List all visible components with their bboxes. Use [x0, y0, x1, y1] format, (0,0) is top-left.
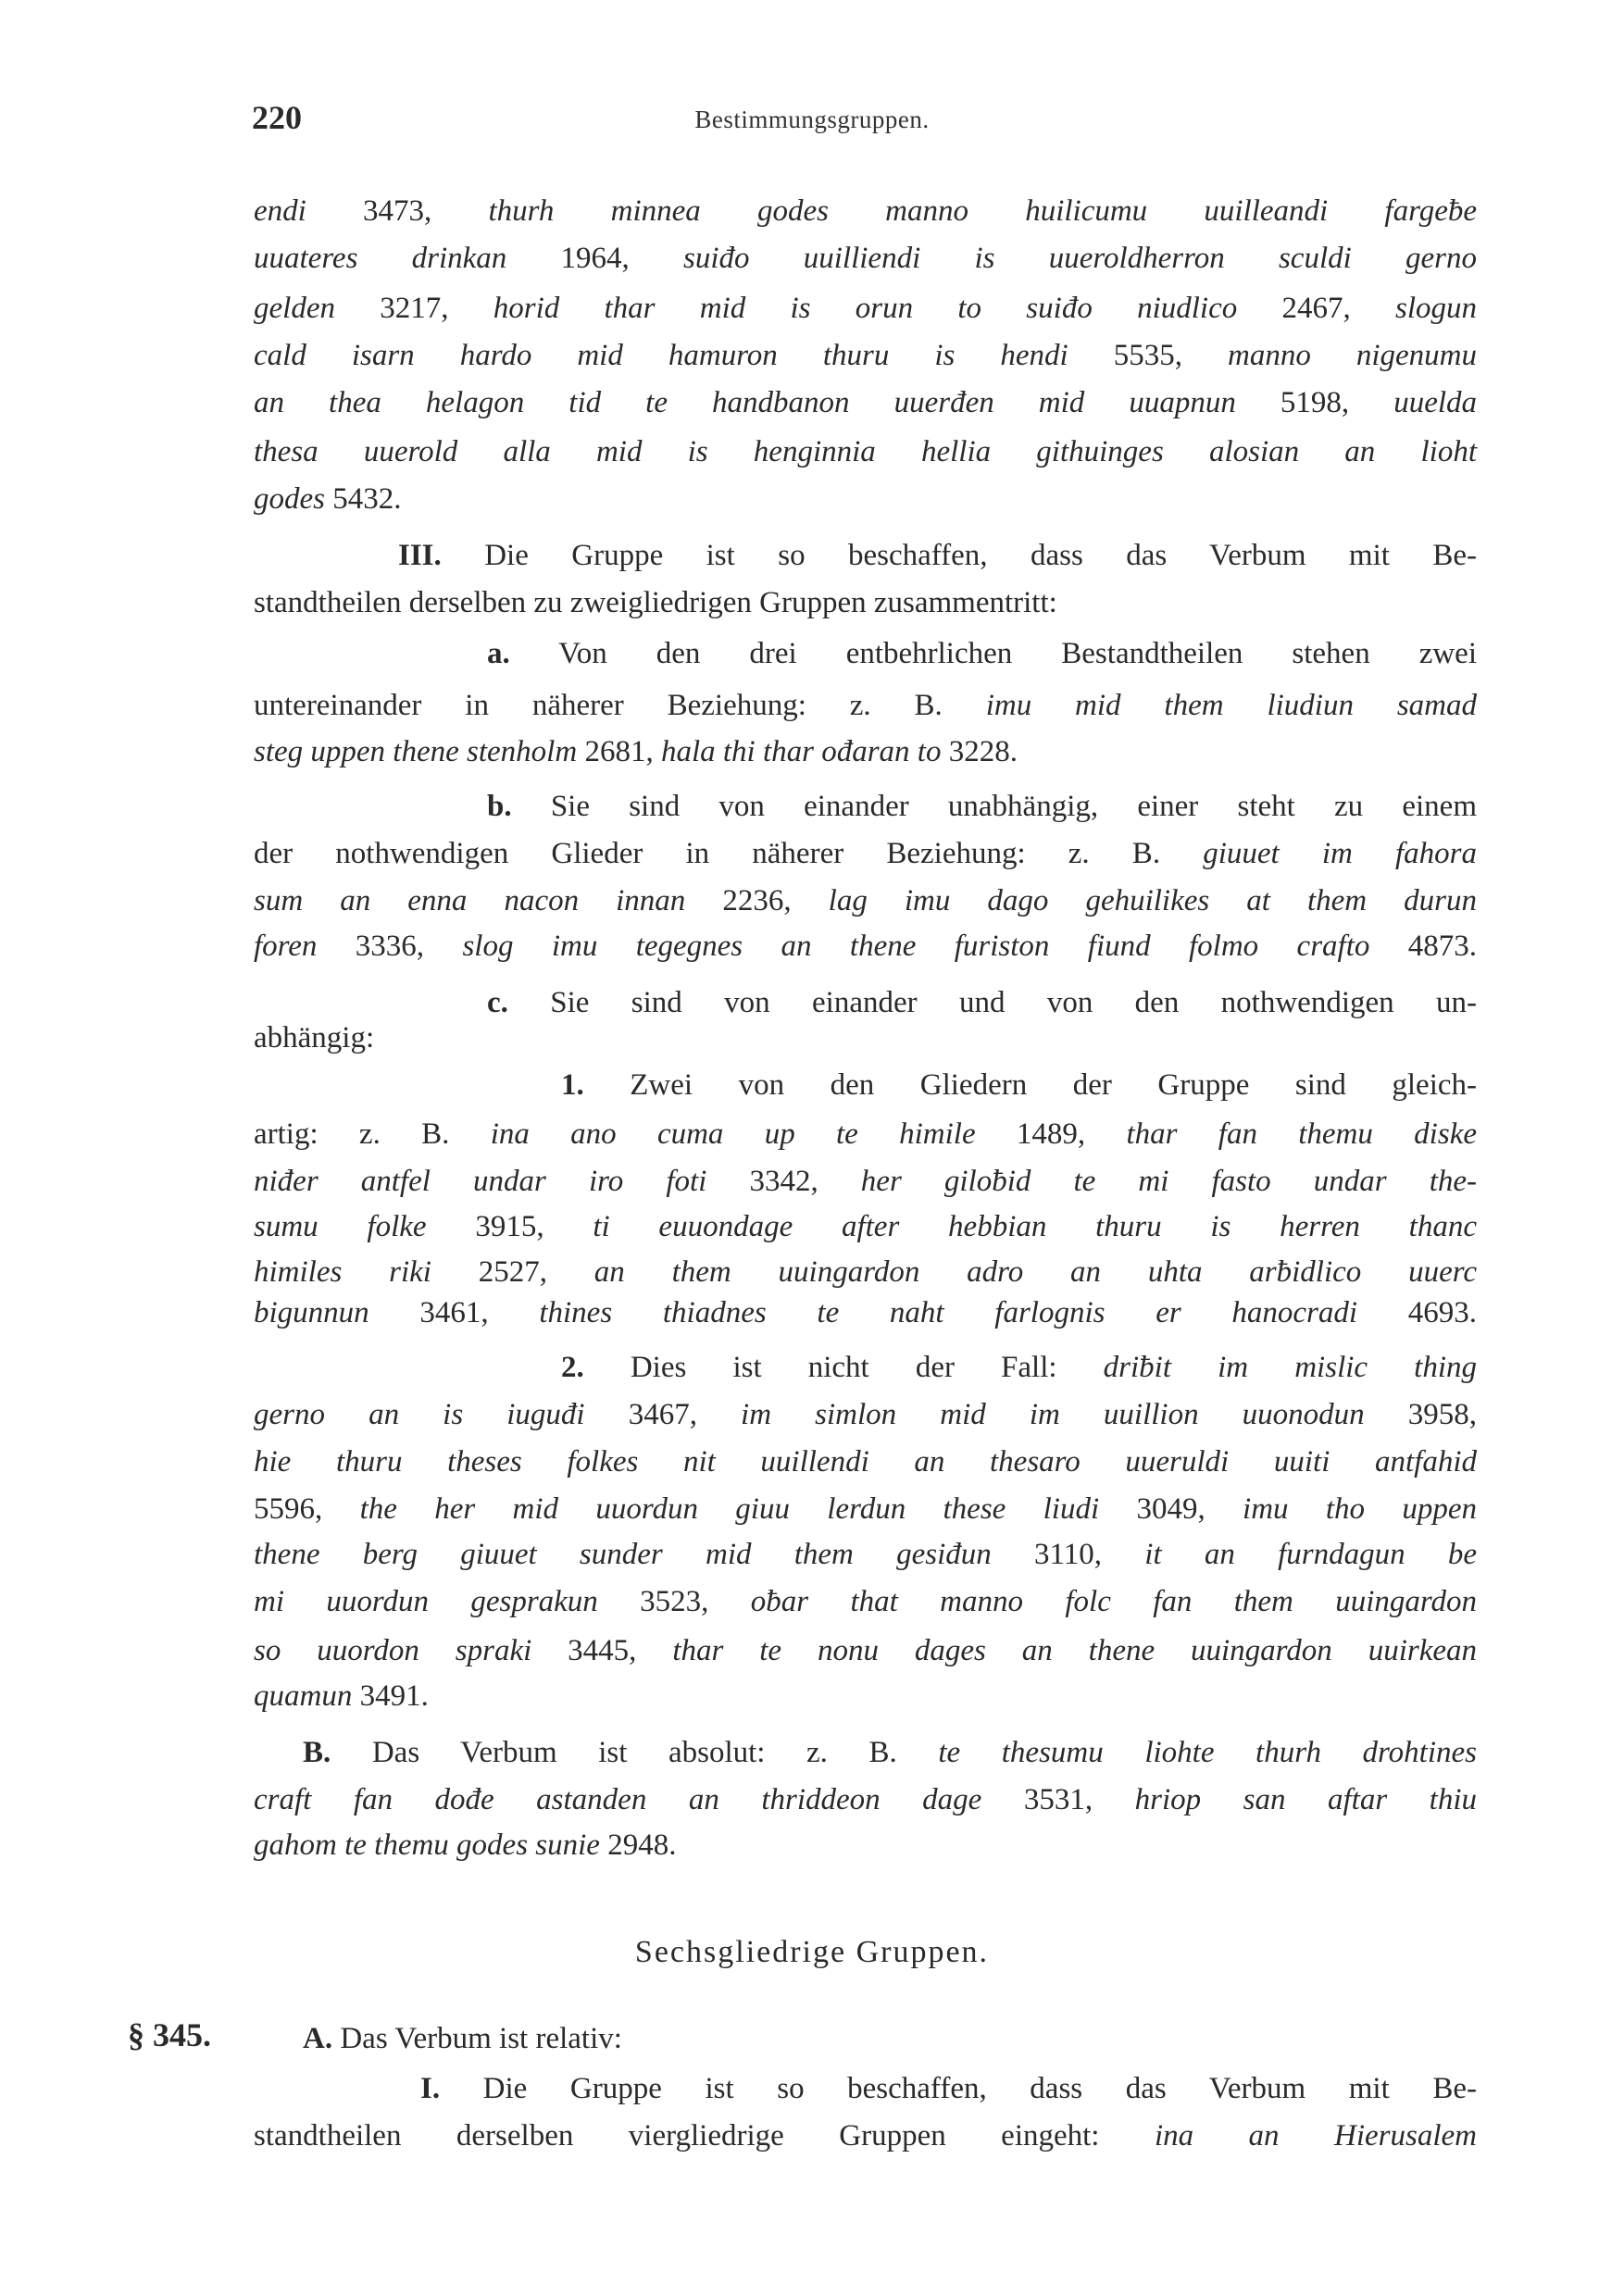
quotation-text: thar te nonu dages an thene uuingardon uuirkean [672, 1634, 1478, 1667]
list-marker: 2. [561, 1351, 584, 1384]
text-line [254, 1111, 1477, 1157]
body-text-span: 2467, [1237, 292, 1395, 325]
body-text-span: 3049, [1099, 1492, 1243, 1526]
quotation-text: hie thuru theses folkes nit uuillendi an thesaro uueruldi uuiti antfahid [254, 1445, 1477, 1479]
quotation-text: oƀar that manno folc fan them uuingardon [750, 1585, 1477, 1618]
quotation-text: godes [254, 482, 325, 516]
text-line [254, 285, 1477, 331]
text-line [303, 2015, 622, 2062]
text-line [420, 2065, 1477, 2112]
body-text-span: 2681, [577, 735, 661, 768]
quotation-text: slog imu tegegnes an thene furiston fiund folmo crafto [462, 930, 1370, 963]
body-text-span: 2236, [685, 884, 829, 917]
text-line [254, 830, 1477, 877]
body-text-span: 3342, [706, 1165, 861, 1198]
body-text-span: 3531, [981, 1783, 1135, 1816]
quotation-text: sumu folke [254, 1210, 427, 1243]
text-line [254, 1486, 1477, 1532]
quotation-text: suiđo uuilliendi is uueroldherron sculdi gerno [683, 242, 1477, 275]
quotation-text: giuuet im fahora [1203, 837, 1477, 870]
text-line [254, 1673, 429, 1719]
section-heading: Sechsgliedrige Gruppen. [634, 1935, 990, 1969]
text-line [254, 235, 1477, 281]
quotation-text: uuateres drinkan [254, 242, 507, 275]
quotation-text: foren [254, 930, 318, 963]
list-marker: a. [487, 637, 510, 670]
body-text-span: artig: z. B. [254, 1117, 491, 1151]
list-marker: B. [303, 1736, 331, 1769]
text-line [254, 1628, 1477, 1674]
text-line [254, 1391, 1477, 1438]
list-marker: 1. [561, 1068, 584, 1102]
text-line [254, 1822, 676, 1868]
text-line [487, 630, 1477, 677]
quotation-text: hriop san aftar thiu [1134, 1783, 1478, 1816]
body-text-span: Die Gruppe ist so beschaffen, dass das Verbum mit Be- [440, 2072, 1477, 2105]
body-text-span: standtheilen derselben viergliedrige Gruppen eingeht: [254, 2119, 1155, 2152]
body-text-span: 3110, [991, 1538, 1145, 1571]
body-text-span: Sie sind von einander unabhängig, einer steht zu einem [511, 790, 1477, 823]
running-head: Bestimmungsgruppen. [694, 106, 930, 133]
text-line [254, 1439, 1477, 1485]
body-text-span: Dies ist nicht der Fall: [583, 1351, 1104, 1384]
body-text-span: 3445, [531, 1634, 673, 1667]
text-line [254, 2113, 1477, 2159]
body-text-span: 3336, [317, 930, 463, 963]
quotation-text: ina an Hierusalem [1154, 2119, 1477, 2152]
quotation-text: niđer antfel undar iro foti [254, 1165, 707, 1198]
body-text-span: 2527, [431, 1255, 594, 1289]
body-text-span: 1489, [975, 1117, 1127, 1151]
quotation-text: gerno an is iuguđi [254, 1398, 585, 1431]
text-line [561, 1062, 1477, 1108]
quotation-text: driƀit im mislic thing [1103, 1351, 1477, 1384]
quotation-text: mi uuordun gesprakun [254, 1585, 598, 1618]
list-marker: A. [303, 2022, 333, 2055]
quotation-text: slogun [1395, 292, 1478, 325]
body-text-span: 3523, [597, 1585, 751, 1618]
quotation-text: thene berg giuuet sunder mid them gesiđun [254, 1538, 992, 1571]
body-text-span: 3467, [584, 1398, 742, 1431]
body-text-span: 4873. [1369, 930, 1477, 963]
quotation-text: ina ano cuma up te himile [490, 1117, 976, 1151]
quotation-text: the her mid uuordun giuu lerdun these liudi [359, 1492, 1100, 1526]
body-text-span: Das Verbum ist relativ: [332, 2022, 622, 2055]
text-line [398, 532, 1477, 579]
text-line [254, 1158, 1477, 1204]
body-text-span: 5432. [325, 482, 402, 516]
body-text-span: Das Verbum ist absolut: z. B. [331, 1736, 939, 1769]
body-text-span: Sie sind von einander und von den nothwendigen un- [507, 986, 1477, 1019]
text-line [303, 1729, 1477, 1776]
quotation-text: gelden [254, 292, 335, 325]
text-line [561, 1344, 1477, 1391]
text-line [254, 1578, 1477, 1625]
body-text-span: 3915, [426, 1210, 593, 1243]
text-line [254, 878, 1477, 924]
body-text-span: der nothwendigen Glieder in näherer Beziehung: z. B. [254, 837, 1204, 870]
quotation-text: horid thar mid is orun to suiđo niudlico [493, 292, 1238, 325]
body-text-span: 4693. [1357, 1296, 1478, 1329]
list-marker: III. [398, 539, 442, 572]
body-text-span: abhängig: [254, 1021, 375, 1054]
body-text-span: standtheilen derselben zu zweigliedrigen Gruppen zusammentritt: [254, 586, 1057, 619]
body-text-span: 5535, [1068, 339, 1229, 372]
text-line [254, 1204, 1477, 1250]
quotation-text: her giloƀid te mi fasto undar the- [860, 1165, 1478, 1198]
body-text-span: 3473, [306, 194, 489, 228]
text-line [254, 1531, 1477, 1578]
list-marker: b. [487, 790, 512, 823]
body-text-span: 3228. [941, 735, 1018, 768]
quotation-text: cald isarn hardo mid hamuron thuru is hendi [254, 339, 1068, 372]
quotation-text: himiles riki [254, 1255, 431, 1289]
quotation-text: im simlon mid im uuillion uuonodun [741, 1398, 1365, 1431]
list-marker: c. [487, 986, 508, 1019]
quotation-text: ti euuondage after hebbian thuru is herren thanc [593, 1210, 1477, 1243]
quotation-text: craft fan dođe astanden an thriddeon dage [254, 1783, 982, 1816]
quotation-text: bigunnun [254, 1296, 369, 1329]
text-line [254, 682, 1477, 729]
text-line [254, 476, 402, 522]
quotation-text: lag imu dago gehuilikes at them durun [828, 884, 1478, 917]
text-line [254, 380, 1477, 426]
text-line [254, 188, 1477, 234]
body-text-span: 3461, [369, 1296, 540, 1329]
body-text-span: Von den drei entbehrlichen Bestandtheilen stehen zwei [509, 637, 1477, 670]
body-text-span: 3491. [352, 1679, 429, 1713]
page-number: 220 [252, 99, 302, 136]
quotation-text: endi [254, 194, 306, 228]
body-text-span: 5596, [254, 1492, 360, 1526]
quotation-text: thurh minnea godes manno huilicumu uuilleandi fargeƀe [488, 194, 1477, 228]
text-line [254, 729, 1018, 775]
quotation-text: imu mid them liudiun samad [985, 689, 1478, 722]
body-text-span: Zwei von den Gliedern der Gruppe sind gleich- [583, 1068, 1477, 1102]
quotation-text: gahom te themu godes sunie [254, 1828, 600, 1862]
body-text-span: 3958, [1364, 1398, 1478, 1431]
text-line [254, 1290, 1477, 1336]
text-line [254, 580, 1057, 626]
quotation-text: it an furndagun be [1144, 1538, 1477, 1571]
quotation-text: hala thi thar ođaran to [660, 735, 942, 768]
quotation-text: thesa uuerold alla mid is henginnia hellia githuinges alosian an lioht [254, 435, 1477, 468]
body-text-span: untereinander in näherer Beziehung: z. B. [254, 689, 986, 722]
quotation-text: thines thiadnes te naht farlognis er hanocradi [539, 1296, 1358, 1329]
body-text-span: 2948. [599, 1828, 677, 1862]
body-text-span: Die Gruppe ist so beschaffen, dass das Verbum mit Be- [441, 539, 1477, 572]
quotation-text: imu tho uppen [1243, 1492, 1478, 1526]
quotation-text: sum an enna nacon innan [254, 884, 686, 917]
quotation-text: uuelda [1393, 386, 1478, 419]
quotation-text: quamun [254, 1679, 353, 1713]
paragraph-number: § 345. [128, 2016, 211, 2053]
text-line [254, 923, 1477, 969]
text-line [254, 332, 1477, 379]
quotation-text: steg uppen thene stenholm [254, 735, 578, 768]
body-text-span: 5198, [1235, 386, 1394, 419]
text-line [254, 1015, 374, 1061]
quotation-text: so uuordon spraki [254, 1634, 532, 1667]
quotation-text: manno nigenumu [1228, 339, 1478, 372]
body-text-span: 3217, [334, 292, 493, 325]
text-line [254, 1249, 1477, 1295]
quotation-text: an thea helagon tid te handbanon uuerđen mid uuapnun [254, 386, 1236, 419]
quotation-text: an them uuingardon adro an uhta arƀidlico uuerc [593, 1255, 1477, 1289]
quotation-text: te thesumu liohte thurh drohtines [938, 1736, 1477, 1769]
quotation-text: thar fan themu diske [1126, 1117, 1477, 1151]
list-marker: I. [420, 2072, 441, 2105]
body-text-span: 1964, [506, 242, 684, 275]
text-line [487, 783, 1477, 830]
text-line [254, 1777, 1477, 1823]
text-line [254, 429, 1477, 475]
text-line [487, 980, 1477, 1026]
